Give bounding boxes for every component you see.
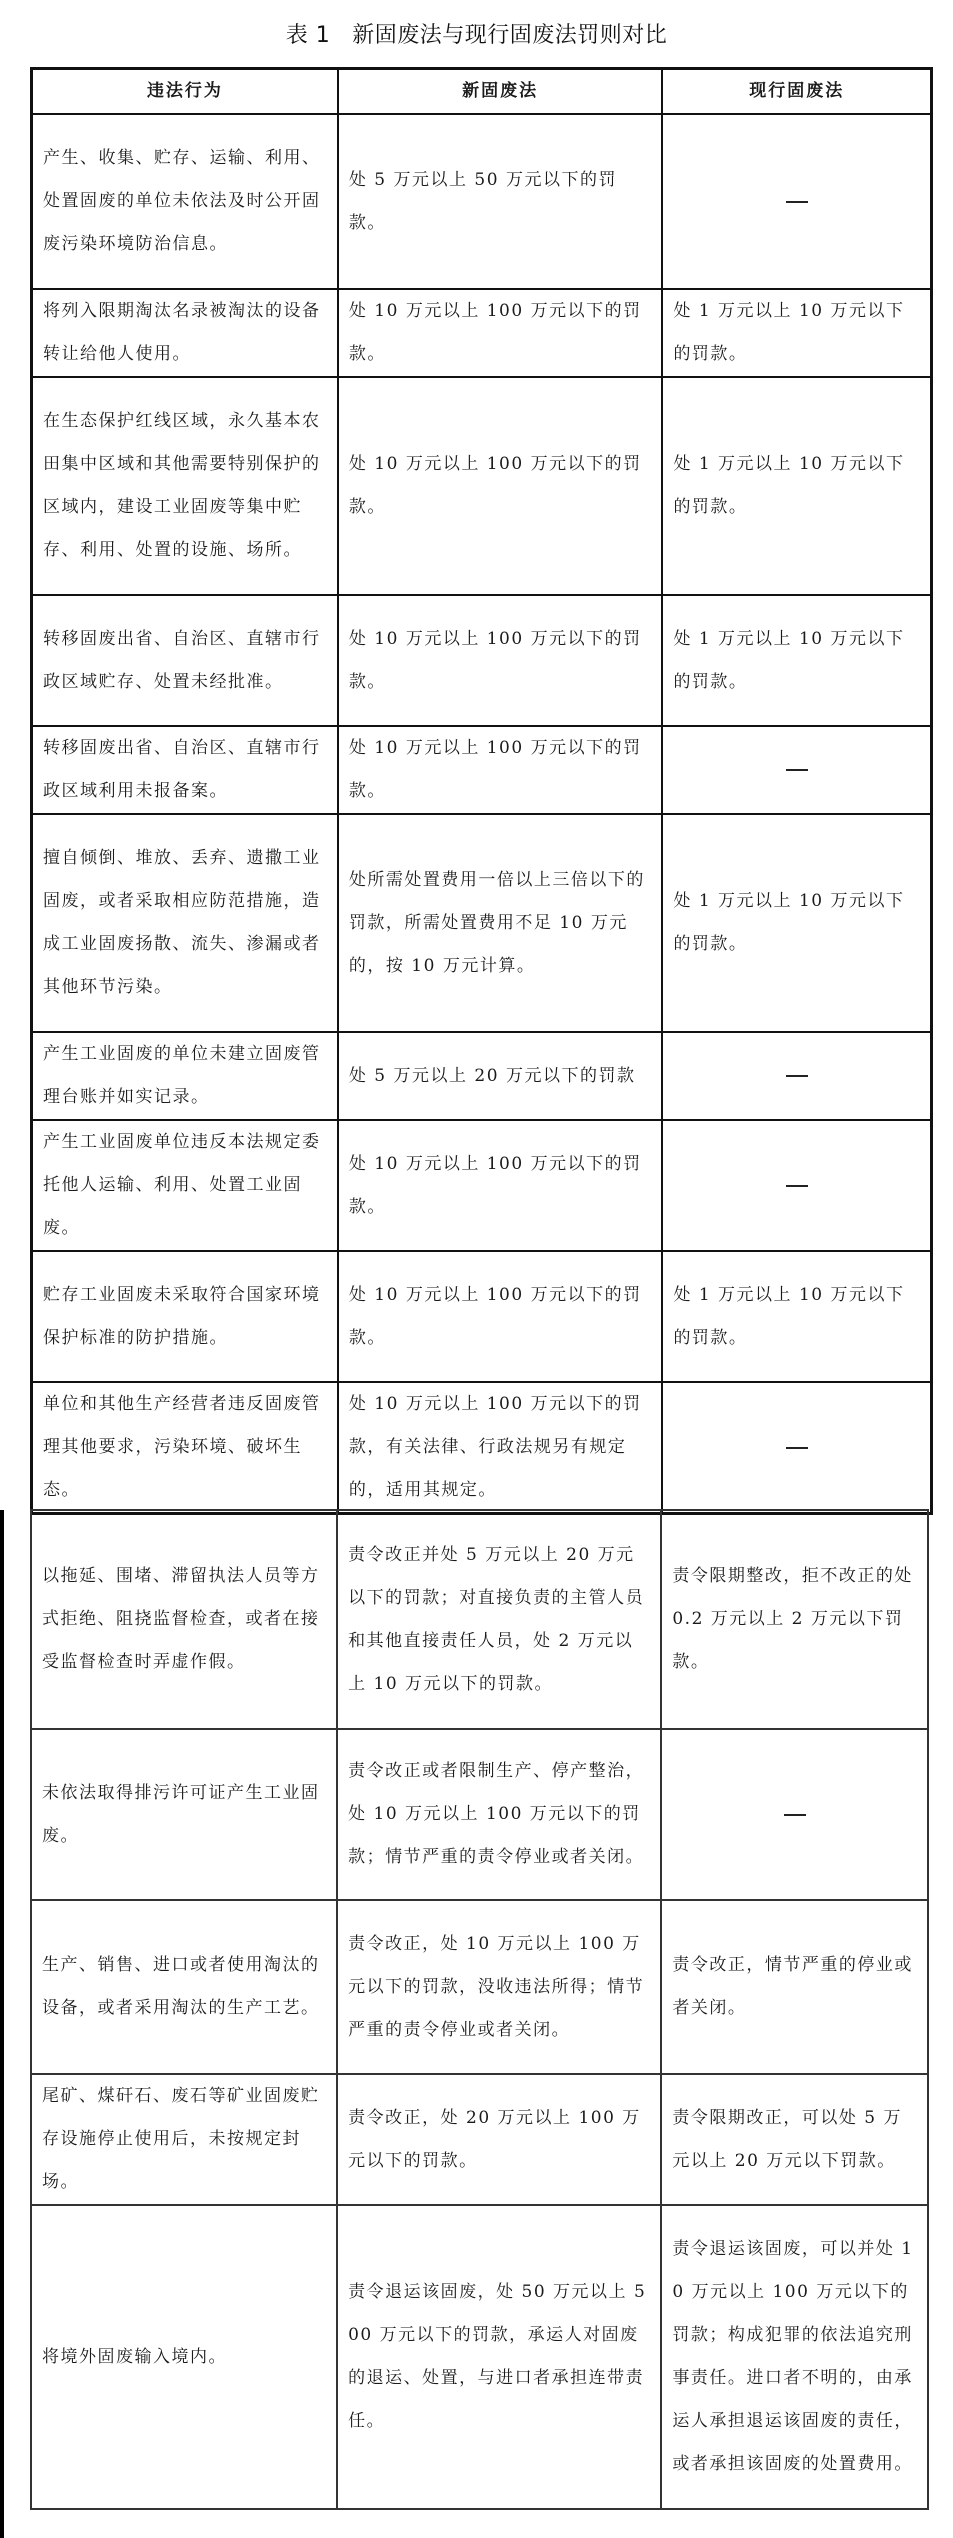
violation-cell: 将列入限期淘汰名录被淘汰的设备转让给他人使用。	[32, 289, 338, 377]
table-row	[31, 2205, 928, 2509]
violation-cell: 贮存工业固废未采取符合国家环境保护标准的防护措施。	[32, 1251, 338, 1382]
current-law-cell	[662, 1382, 931, 1514]
table-row	[31, 1510, 928, 1729]
dash-mark	[786, 1447, 808, 1449]
table-row	[32, 377, 932, 595]
current-law-cell: 处 1 万元以上 10 万元以下的罚款。	[662, 289, 931, 377]
table-row	[32, 726, 932, 814]
violation-cell: 生产、销售、进口或者使用淘汰的设备，或者采用淘汰的生产工艺。	[31, 1900, 337, 2074]
violation-cell: 以拖延、围堵、滞留执法人员等方式拒绝、阻挠监督检查，或者在接受监督检查时弄虚作假。	[31, 1510, 337, 1729]
new-law-cell: 责令改正或者限制生产、停产整治，处 10 万元以上 100 万元以下的罚款；情节严重的责令停业或者关闭。	[337, 1729, 661, 1900]
new-law-cell: 处 5 万元以上 50 万元以下的罚款。	[338, 114, 663, 289]
violation-cell: 单位和其他生产经营者违反固废管理其他要求，污染环境、破坏生态。	[32, 1382, 338, 1514]
table-row	[32, 595, 932, 726]
new-law-cell: 处 10 万元以上 100 万元以下的罚款。	[338, 726, 663, 814]
dash-mark	[786, 1075, 808, 1077]
new-law-cell: 处 10 万元以上 100 万元以下的罚款。	[338, 1251, 663, 1382]
new-law-cell: 处 10 万元以上 100 万元以下的罚款。	[338, 595, 663, 726]
violation-cell: 转移固废出省、自治区、直辖市行政区域贮存、处置未经批准。	[32, 595, 338, 726]
current-law-cell: 责令限期整改，拒不改正的处 0.2 万元以上 2 万元以下罚款。	[661, 1510, 928, 1729]
current-law-cell: 处 1 万元以上 10 万元以下的罚款。	[662, 377, 931, 595]
current-law-cell	[661, 1729, 928, 1900]
header-row	[32, 69, 932, 115]
table-row	[32, 289, 932, 377]
penalty-comparison-table-upper	[30, 67, 933, 1515]
new-law-cell: 责令改正并处 5 万元以上 20 万元以下的罚款；对直接负责的主管人员和其他直接责任人员，处 2 万元以上 10 万元以下的罚款。	[337, 1510, 661, 1729]
dash-mark	[784, 1814, 806, 1816]
current-law-cell	[662, 1032, 931, 1120]
new-law-cell: 责令改正，处 10 万元以上 100 万元以下的罚款，没收违法所得；情节严重的责令停业或者关闭。	[337, 1900, 661, 2074]
violation-cell: 将境外固废输入境内。	[31, 2205, 337, 2509]
table-row	[32, 1382, 932, 1514]
violation-cell: 产生、收集、贮存、运输、利用、处置固废的单位未依法及时公开固废污染环境防治信息。	[32, 114, 338, 289]
table-row	[31, 1729, 928, 1900]
new-law-cell: 责令改正，处 20 万元以上 100 万元以下的罚款。	[337, 2074, 661, 2205]
current-law-cell: 责令退运该固废，可以并处 10 万元以上 100 万元以下的罚款；构成犯罪的依法追究刑事责任。进口者不明的，由承运人承担退运该固废的责任，或者承担该固废的处置费用。	[661, 2205, 928, 2509]
current-law-cell: 处 1 万元以上 10 万元以下的罚款。	[662, 1251, 931, 1382]
table-row	[32, 814, 932, 1032]
scan-edge-bar	[0, 1510, 4, 2538]
new-law-cell: 处 10 万元以上 100 万元以下的罚款。	[338, 377, 663, 595]
current-law-cell: 处 1 万元以上 10 万元以下的罚款。	[662, 595, 931, 726]
table-row	[32, 1032, 932, 1120]
current-law-cell: 处 1 万元以上 10 万元以下的罚款。	[662, 814, 931, 1032]
dash-mark	[786, 201, 808, 203]
new-law-cell: 处所需处置费用一倍以上三倍以下的罚款，所需处置费用不足 10 万元的，按 10 万元计算。	[338, 814, 663, 1032]
violation-cell: 产生工业固废的单位未建立固废管理台账并如实记录。	[32, 1032, 338, 1120]
violation-cell: 转移固废出省、自治区、直辖市行政区域利用未报备案。	[32, 726, 338, 814]
violation-cell: 在生态保护红线区域，永久基本农田集中区域和其他需要特别保护的区域内，建设工业固废等集中贮存、利用、处置的设施、场所。	[32, 377, 338, 595]
table-row	[31, 2074, 928, 2205]
new-law-cell: 处 10 万元以上 100 万元以下的罚款，有关法律、行政法规另有规定的，适用其规定。	[338, 1382, 663, 1514]
dash-mark	[786, 1185, 808, 1187]
current-law-cell	[662, 1120, 931, 1251]
violation-cell: 未依法取得排污许可证产生工业固废。	[31, 1729, 337, 1900]
table-row	[32, 1120, 932, 1251]
new-law-cell: 处 5 万元以上 20 万元以下的罚款	[338, 1032, 663, 1120]
current-law-cell: 责令限期改正，可以处 5 万元以上 20 万元以下罚款。	[661, 2074, 928, 2205]
table-number: 表 1	[285, 23, 331, 48]
table-caption	[0, 18, 953, 49]
table-title: 新固废法与现行固废法罚则对比	[352, 23, 668, 48]
header-violation: 违法行为	[32, 69, 338, 115]
header-new-law: 新固废法	[338, 69, 663, 115]
current-law-cell	[662, 114, 931, 289]
violation-cell: 擅自倾倒、堆放、丢弃、遗撒工业固废，或者采取相应防范措施，造成工业固废扬散、流失、渗漏或者其他环节污染。	[32, 814, 338, 1032]
header-current-law: 现行固废法	[662, 69, 931, 115]
current-law-cell	[662, 726, 931, 814]
penalty-comparison-table-lower	[30, 1509, 929, 2510]
table-row	[32, 1251, 932, 1382]
violation-cell: 产生工业固废单位违反本法规定委托他人运输、利用、处置工业固废。	[32, 1120, 338, 1251]
new-law-cell: 责令退运该固废，处 50 万元以上 500 万元以下的罚款，承运人对固废的退运、处置，与进口者承担连带责任。	[337, 2205, 661, 2509]
violation-cell: 尾矿、煤矸石、废石等矿业固废贮存设施停止使用后，未按规定封场。	[31, 2074, 337, 2205]
current-law-cell: 责令改正，情节严重的停业或者关闭。	[661, 1900, 928, 2074]
new-law-cell: 处 10 万元以上 100 万元以下的罚款。	[338, 1120, 663, 1251]
table-row	[32, 114, 932, 289]
new-law-cell: 处 10 万元以上 100 万元以下的罚款。	[338, 289, 663, 377]
table-row	[31, 1900, 928, 2074]
dash-mark	[786, 769, 808, 771]
